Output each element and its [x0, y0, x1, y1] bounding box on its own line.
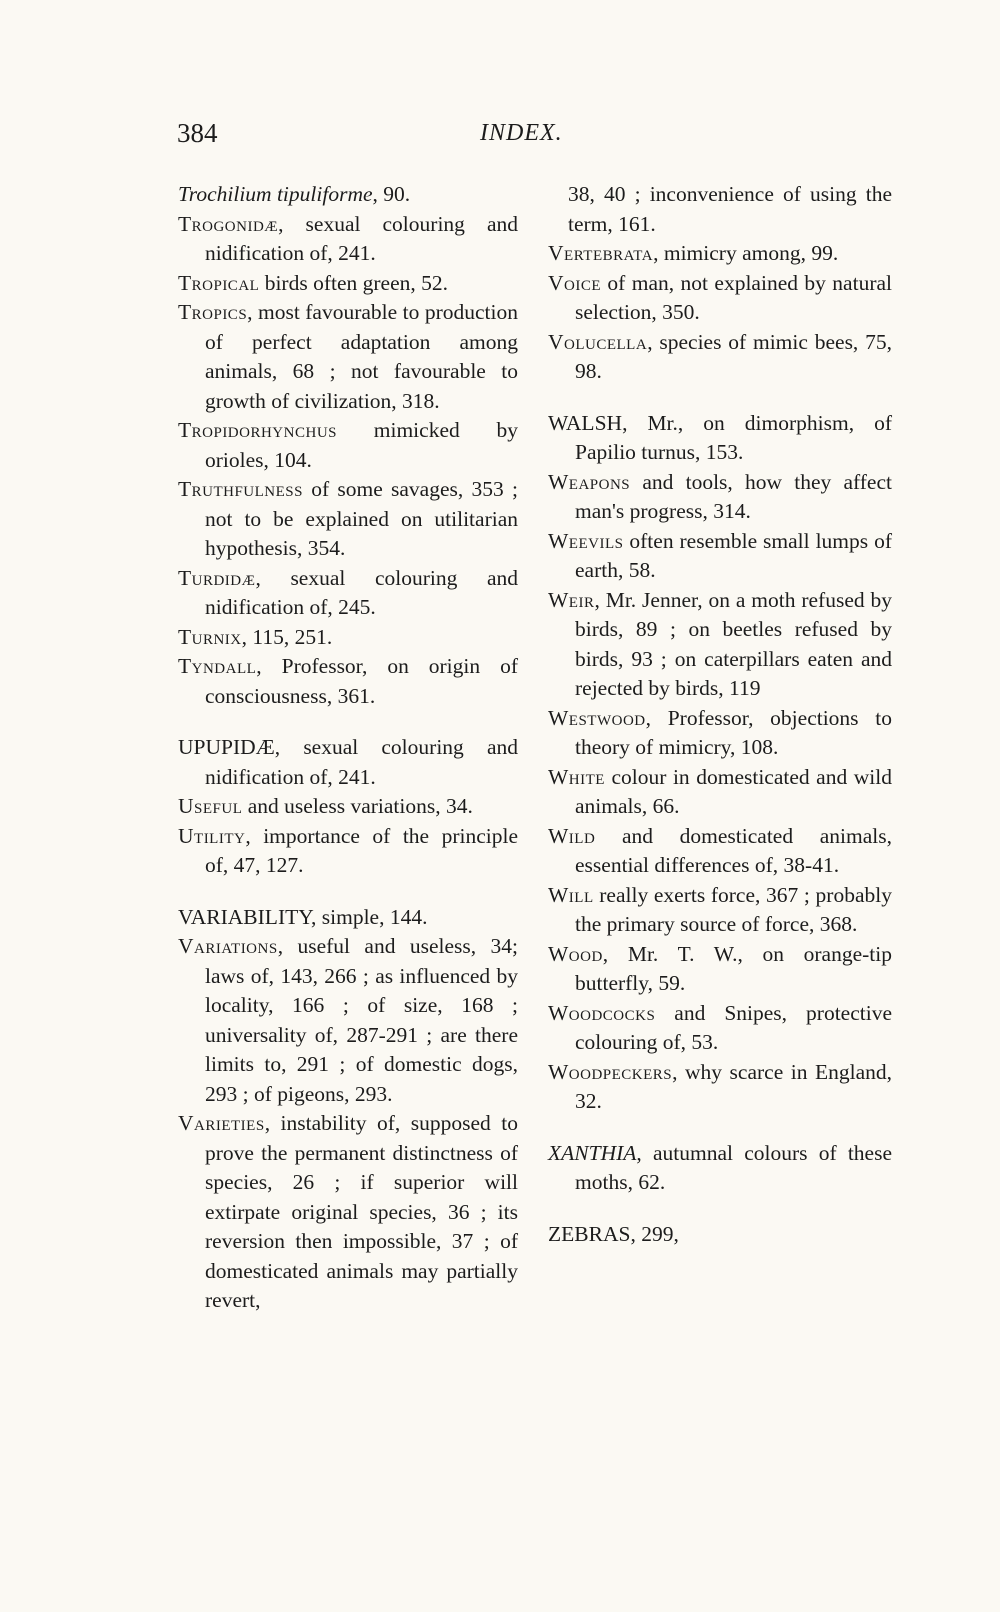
- index-entry: [548, 1139, 892, 1198]
- entry-text: , sexual colouring and nidification of, 241.: [205, 735, 518, 789]
- entry-text: , useful and useless, 34; laws of, 143, 266 ; as influenced by locality, 166 ; of size, 168 ; universality of, 287-291 ; are there limits to, 291 ; of domestic dogs, 293 ; of pigeons, 293.: [205, 934, 518, 1106]
- index-entry: [178, 564, 518, 623]
- index-entry: [178, 416, 518, 475]
- index-entry: [548, 822, 892, 881]
- entry-text: 38, 40 ; inconvenience of using the term, 161.: [568, 182, 892, 236]
- entry-headword: Woodpeckers: [548, 1059, 673, 1084]
- index-entry: [178, 733, 518, 792]
- entry-text: often resemble small lumps of earth, 58.: [575, 528, 892, 582]
- entry-headword: Tyndall: [178, 654, 257, 678]
- entry-headword: Varieties: [178, 1111, 265, 1135]
- index-entry: [548, 999, 892, 1058]
- entry-text: , 115, 251.: [241, 624, 333, 649]
- entry-headword: Wood: [548, 941, 603, 966]
- index-entry: [548, 239, 892, 269]
- index-entry: [178, 903, 518, 933]
- entry-headword: Weapons: [548, 469, 631, 494]
- entry-headword: White: [548, 764, 605, 789]
- entry-text: , autumnal colours of these moths, 62.: [575, 1140, 892, 1194]
- entry-text: , Mr. T. W., on orange-tip butterfly, 59.: [575, 941, 892, 995]
- entry-text: and useless variations, 34.: [242, 794, 473, 818]
- entry-text: , simple, 144.: [311, 904, 428, 929]
- index-entry: [548, 269, 892, 328]
- entry-headword: Turnix: [178, 624, 242, 649]
- entry-text: , mimicry among, 99.: [653, 241, 839, 265]
- running-head: INDEX.: [480, 120, 563, 146]
- entry-headword: XANTHIA: [548, 1140, 637, 1165]
- entry-text: of man, not explained by natural selection, 350.: [575, 270, 892, 324]
- entry-text: mimicked by orioles, 104.: [205, 418, 518, 472]
- entry-headword: Trochilium tipuliforme: [178, 182, 373, 206]
- index-entry: [178, 932, 518, 1109]
- entry-headword: UPUPIDÆ: [178, 735, 275, 759]
- entry-headword: Trogonidæ: [178, 211, 279, 236]
- index-entry: [178, 475, 518, 564]
- index-entry: [548, 881, 892, 940]
- entry-text: , Mr., on dimorphism, of Papilio turnus, 153.: [575, 410, 892, 464]
- index-entry: [548, 180, 892, 239]
- index-entry: [178, 180, 518, 210]
- index-entry: [548, 468, 892, 527]
- entry-text: and domesticated animals, essential differences of, 38-41.: [575, 823, 892, 877]
- entry-headword: Voice: [548, 270, 602, 295]
- index-entry: [548, 940, 892, 999]
- entry-headword: Will: [548, 882, 594, 907]
- index-entry: [178, 822, 518, 881]
- index-entry: [548, 328, 892, 387]
- entry-headword: Useful: [178, 794, 243, 818]
- entry-headword: ZEBRAS: [548, 1221, 631, 1246]
- entry-headword: Weir: [548, 587, 595, 612]
- entry-text: and tools, how they affect man's progress, 314.: [575, 469, 892, 523]
- entry-text: and Snipes, protective colouring of, 53.: [575, 1000, 892, 1054]
- entry-headword: Turdidæ: [178, 565, 256, 590]
- entry-headword: Volucella: [548, 329, 648, 354]
- entry-text: birds often green, 52.: [259, 270, 448, 295]
- entry-text: , Professor, on origin of consciousness, 361.: [205, 654, 518, 708]
- index-entry: [548, 1220, 892, 1250]
- entry-headword: Wild: [548, 823, 596, 848]
- entry-text: , why scarce in England, 32.: [575, 1059, 892, 1113]
- index-entry: [178, 652, 518, 711]
- entry-headword: Weevils: [548, 528, 624, 553]
- index-entry: [178, 210, 518, 269]
- entry-text: , Mr. Jenner, on a moth refused by birds, 89 ; on beetles refused by birds, 93 ; on caterpillars eaten and rejected by birds, 119: [575, 587, 892, 700]
- index-entry: [178, 1109, 518, 1316]
- page-number: 384: [177, 118, 218, 148]
- entry-text: , species of mimic bees, 75, 98.: [575, 329, 892, 383]
- index-column-left: [178, 180, 518, 1316]
- index-entry: [548, 704, 892, 763]
- entry-text: , sexual colouring and nidification of, 245.: [205, 565, 518, 619]
- entry-text: colour in domesticated and wild animals, 66.: [575, 764, 892, 818]
- entry-headword: Truthfulness: [178, 477, 303, 501]
- entry-text: , 90.: [372, 182, 411, 206]
- entry-headword: Utility: [178, 823, 246, 848]
- index-entry: [178, 298, 518, 416]
- entry-text: , importance of the principle of, 47, 127.: [205, 823, 518, 877]
- page-header: [0, 118, 1000, 158]
- index-entry: [548, 527, 892, 586]
- index-entry: [548, 763, 892, 822]
- entry-headword: Variations: [178, 934, 278, 958]
- entry-text: of some savages, 353 ; not to be explained on utilitarian hypothesis, 354.: [205, 477, 518, 560]
- index-entry: [178, 792, 518, 822]
- entry-text: , most favourable to production of perfect adaptation among animals, 68 ; not favourable to growth of civilization, 318.: [205, 300, 518, 413]
- entry-headword: Vertebrata: [548, 241, 654, 265]
- index-entry: [548, 586, 892, 704]
- entry-text: , sexual colouring and nidification of, 241.: [205, 211, 518, 265]
- entry-text: , instability of, supposed to prove the permanent distinctness of species, 26 ; if superior will extirpate original species, 36 ; its reversion then impossible, 37 ; of domesticated animals may partially revert,: [205, 1111, 518, 1312]
- entry-text: really exerts force, 367 ; probably the primary source of force, 368.: [575, 882, 892, 936]
- entry-headword: Tropics: [178, 300, 248, 324]
- entry-headword: VARIABILITY: [178, 904, 311, 929]
- entry-headword: Woodcocks: [548, 1000, 656, 1025]
- index-column-right: [548, 180, 892, 1249]
- index-entry: [178, 269, 518, 299]
- entry-headword: Tropidorhynchus: [178, 418, 337, 442]
- entry-text: , 299,: [630, 1221, 679, 1246]
- index-entry: [548, 409, 892, 468]
- entry-text: , Professor, objections to theory of mimicry, 108.: [575, 705, 892, 759]
- entry-headword: WALSH: [548, 410, 623, 435]
- index-entry: [548, 1058, 892, 1117]
- index-entry: [178, 623, 518, 653]
- entry-headword: Westwood: [548, 705, 646, 730]
- entry-headword: Tropical: [178, 270, 260, 295]
